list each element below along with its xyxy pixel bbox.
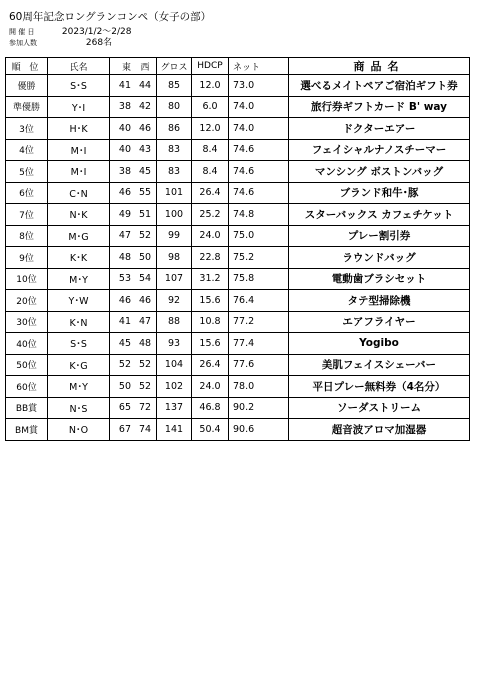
rank-cell: 優勝 bbox=[6, 75, 48, 97]
gross-cell: 92 bbox=[157, 290, 192, 312]
table-row bbox=[6, 354, 470, 376]
west-score-cell: 52 bbox=[134, 376, 157, 398]
west-score-cell: 43 bbox=[134, 139, 157, 161]
prize-cell: 電動歯ブラシセット bbox=[289, 268, 470, 290]
name-cell: N･O bbox=[48, 419, 110, 441]
hdcp-cell: 24.0 bbox=[192, 376, 229, 398]
prize-cell: スターバックス カフェチケット bbox=[289, 204, 470, 226]
prize-cell: Yogibo bbox=[289, 333, 470, 355]
name-cell: M･G bbox=[48, 225, 110, 247]
net-cell: 74.0 bbox=[229, 96, 289, 118]
west-score-cell: 50 bbox=[134, 247, 157, 269]
rank-cell: 60位 bbox=[6, 376, 48, 398]
name-cell: Y･I bbox=[48, 96, 110, 118]
table-row bbox=[6, 118, 470, 140]
table-row bbox=[6, 161, 470, 183]
rank-cell: 9位 bbox=[6, 247, 48, 269]
net-cell: 74.0 bbox=[229, 118, 289, 140]
west-score-cell: 44 bbox=[134, 75, 157, 97]
table-row bbox=[6, 419, 470, 441]
table-row bbox=[6, 376, 470, 398]
hdcp-cell: 12.0 bbox=[192, 75, 229, 97]
west-score-cell: 74 bbox=[134, 419, 157, 441]
rank-cell: 30位 bbox=[6, 311, 48, 333]
west-score-cell: 51 bbox=[134, 204, 157, 226]
prize-cell: ソーダストリーム bbox=[289, 397, 470, 419]
rank-cell: 4位 bbox=[6, 139, 48, 161]
header-rank: 順 位 bbox=[6, 58, 48, 75]
header-gross: グロス bbox=[157, 58, 192, 75]
hdcp-cell: 15.6 bbox=[192, 333, 229, 355]
net-cell: 90.6 bbox=[229, 419, 289, 441]
dates-value: 2023/1/2～2/28 bbox=[61, 27, 132, 37]
hdcp-cell: 26.4 bbox=[192, 354, 229, 376]
gross-cell: 137 bbox=[157, 397, 192, 419]
table-row bbox=[6, 290, 470, 312]
header-hdcp: HDCP bbox=[192, 58, 229, 75]
results-table bbox=[5, 57, 470, 441]
header-prize: 商品名 bbox=[289, 58, 470, 75]
table-row bbox=[6, 333, 470, 355]
east-score-cell: 67 bbox=[110, 419, 135, 441]
hdcp-cell: 25.2 bbox=[192, 204, 229, 226]
name-cell: S･S bbox=[48, 75, 110, 97]
gross-cell: 107 bbox=[157, 268, 192, 290]
gross-cell: 88 bbox=[157, 311, 192, 333]
east-score-cell: 41 bbox=[110, 75, 135, 97]
prize-cell: プレー割引券 bbox=[289, 225, 470, 247]
net-cell: 73.0 bbox=[229, 75, 289, 97]
east-score-cell: 47 bbox=[110, 225, 135, 247]
hdcp-cell: 31.2 bbox=[192, 268, 229, 290]
east-score-cell: 45 bbox=[110, 333, 135, 355]
name-cell: C･N bbox=[48, 182, 110, 204]
results-body bbox=[6, 75, 470, 441]
east-score-cell: 40 bbox=[110, 139, 135, 161]
east-score-cell: 49 bbox=[110, 204, 135, 226]
table-row bbox=[6, 311, 470, 333]
participants-row bbox=[9, 35, 112, 48]
table-row bbox=[6, 268, 470, 290]
gross-cell: 85 bbox=[157, 75, 192, 97]
gross-cell: 98 bbox=[157, 247, 192, 269]
prize-cell: 美肌フェイスシェーバー bbox=[289, 354, 470, 376]
name-cell: M･I bbox=[48, 161, 110, 183]
net-cell: 74.8 bbox=[229, 204, 289, 226]
west-score-cell: 72 bbox=[134, 397, 157, 419]
table-row bbox=[6, 96, 470, 118]
gross-cell: 83 bbox=[157, 139, 192, 161]
name-cell: N･K bbox=[48, 204, 110, 226]
hdcp-cell: 8.4 bbox=[192, 139, 229, 161]
prize-cell: 選べるメイトペアご宿泊ギフト券 bbox=[289, 75, 470, 97]
header-east: 東 bbox=[110, 58, 135, 75]
name-cell: N･S bbox=[48, 397, 110, 419]
table-row bbox=[6, 139, 470, 161]
net-cell: 75.8 bbox=[229, 268, 289, 290]
east-score-cell: 41 bbox=[110, 311, 135, 333]
gross-cell: 99 bbox=[157, 225, 192, 247]
gross-cell: 86 bbox=[157, 118, 192, 140]
hdcp-cell: 15.6 bbox=[192, 290, 229, 312]
prize-cell: ラウンドバッグ bbox=[289, 247, 470, 269]
name-cell: Y･W bbox=[48, 290, 110, 312]
prize-cell: マンシング ボストンバッグ bbox=[289, 161, 470, 183]
net-cell: 77.4 bbox=[229, 333, 289, 355]
gross-cell: 104 bbox=[157, 354, 192, 376]
participants-label: 参加人数 bbox=[9, 39, 37, 47]
east-score-cell: 46 bbox=[110, 290, 135, 312]
prize-cell: ドクターエアー bbox=[289, 118, 470, 140]
east-score-cell: 40 bbox=[110, 118, 135, 140]
prize-cell: タテ型掃除機 bbox=[289, 290, 470, 312]
hdcp-cell: 6.0 bbox=[192, 96, 229, 118]
name-cell: S･S bbox=[48, 333, 110, 355]
name-cell: M･Y bbox=[48, 268, 110, 290]
header-name: 氏名 bbox=[48, 58, 110, 75]
prize-cell: 超音波アロマ加湿器 bbox=[289, 419, 470, 441]
east-score-cell: 46 bbox=[110, 182, 135, 204]
prize-cell: 平日プレー無料券（4名分） bbox=[289, 376, 470, 398]
rank-cell: 7位 bbox=[6, 204, 48, 226]
rank-cell: BM賞 bbox=[6, 419, 48, 441]
rank-cell: 5位 bbox=[6, 161, 48, 183]
east-score-cell: 50 bbox=[110, 376, 135, 398]
prize-cell: 旅行券ギフトカード B' way bbox=[289, 96, 470, 118]
east-score-cell: 52 bbox=[110, 354, 135, 376]
rank-cell: 8位 bbox=[6, 225, 48, 247]
net-cell: 75.0 bbox=[229, 225, 289, 247]
rank-cell: 20位 bbox=[6, 290, 48, 312]
net-cell: 74.6 bbox=[229, 161, 289, 183]
net-cell: 74.6 bbox=[229, 182, 289, 204]
name-cell: M･I bbox=[48, 139, 110, 161]
gross-cell: 141 bbox=[157, 419, 192, 441]
table-row bbox=[6, 397, 470, 419]
header-west: 西 bbox=[134, 58, 157, 75]
hdcp-cell: 46.8 bbox=[192, 397, 229, 419]
document-title: 60周年記念ロングランコンペ（女子の部） bbox=[9, 11, 212, 23]
header-row bbox=[6, 58, 470, 75]
name-cell: M･Y bbox=[48, 376, 110, 398]
hdcp-cell: 26.4 bbox=[192, 182, 229, 204]
hdcp-cell: 22.8 bbox=[192, 247, 229, 269]
gross-cell: 101 bbox=[157, 182, 192, 204]
table-row bbox=[6, 204, 470, 226]
hdcp-cell: 10.8 bbox=[192, 311, 229, 333]
rank-cell: 6位 bbox=[6, 182, 48, 204]
east-score-cell: 38 bbox=[110, 96, 135, 118]
dates-label: 開 催 日 bbox=[9, 28, 35, 36]
name-cell: K･G bbox=[48, 354, 110, 376]
rank-cell: BB賞 bbox=[6, 397, 48, 419]
gross-cell: 102 bbox=[157, 376, 192, 398]
west-score-cell: 55 bbox=[134, 182, 157, 204]
west-score-cell: 47 bbox=[134, 311, 157, 333]
name-cell: H･K bbox=[48, 118, 110, 140]
west-score-cell: 45 bbox=[134, 161, 157, 183]
west-score-cell: 52 bbox=[134, 225, 157, 247]
hdcp-cell: 50.4 bbox=[192, 419, 229, 441]
participants-value: 268名 bbox=[85, 38, 113, 48]
rank-cell: 50位 bbox=[6, 354, 48, 376]
gross-cell: 80 bbox=[157, 96, 192, 118]
east-score-cell: 65 bbox=[110, 397, 135, 419]
rank-cell: 準優勝 bbox=[6, 96, 48, 118]
gross-cell: 93 bbox=[157, 333, 192, 355]
net-cell: 76.4 bbox=[229, 290, 289, 312]
gross-cell: 83 bbox=[157, 161, 192, 183]
west-score-cell: 42 bbox=[134, 96, 157, 118]
table-row bbox=[6, 182, 470, 204]
prize-cell: エアフライヤー bbox=[289, 311, 470, 333]
net-cell: 90.2 bbox=[229, 397, 289, 419]
table-row bbox=[6, 225, 470, 247]
west-score-cell: 46 bbox=[134, 118, 157, 140]
net-cell: 77.6 bbox=[229, 354, 289, 376]
rank-cell: 10位 bbox=[6, 268, 48, 290]
hdcp-cell: 12.0 bbox=[192, 118, 229, 140]
prize-cell: フェイシャルナノスチーマー bbox=[289, 139, 470, 161]
header-net: ネット bbox=[229, 58, 289, 75]
rank-cell: 3位 bbox=[6, 118, 48, 140]
hdcp-cell: 8.4 bbox=[192, 161, 229, 183]
east-score-cell: 53 bbox=[110, 268, 135, 290]
table-row bbox=[6, 247, 470, 269]
west-score-cell: 54 bbox=[134, 268, 157, 290]
east-score-cell: 38 bbox=[110, 161, 135, 183]
gross-cell: 100 bbox=[157, 204, 192, 226]
name-cell: K･N bbox=[48, 311, 110, 333]
net-cell: 75.2 bbox=[229, 247, 289, 269]
west-score-cell: 52 bbox=[134, 354, 157, 376]
west-score-cell: 48 bbox=[134, 333, 157, 355]
name-cell: K･K bbox=[48, 247, 110, 269]
rank-cell: 40位 bbox=[6, 333, 48, 355]
east-score-cell: 48 bbox=[110, 247, 135, 269]
net-cell: 78.0 bbox=[229, 376, 289, 398]
hdcp-cell: 24.0 bbox=[192, 225, 229, 247]
west-score-cell: 46 bbox=[134, 290, 157, 312]
table-row bbox=[6, 75, 470, 97]
net-cell: 77.2 bbox=[229, 311, 289, 333]
prize-cell: ブランド和牛･豚 bbox=[289, 182, 470, 204]
net-cell: 74.6 bbox=[229, 139, 289, 161]
